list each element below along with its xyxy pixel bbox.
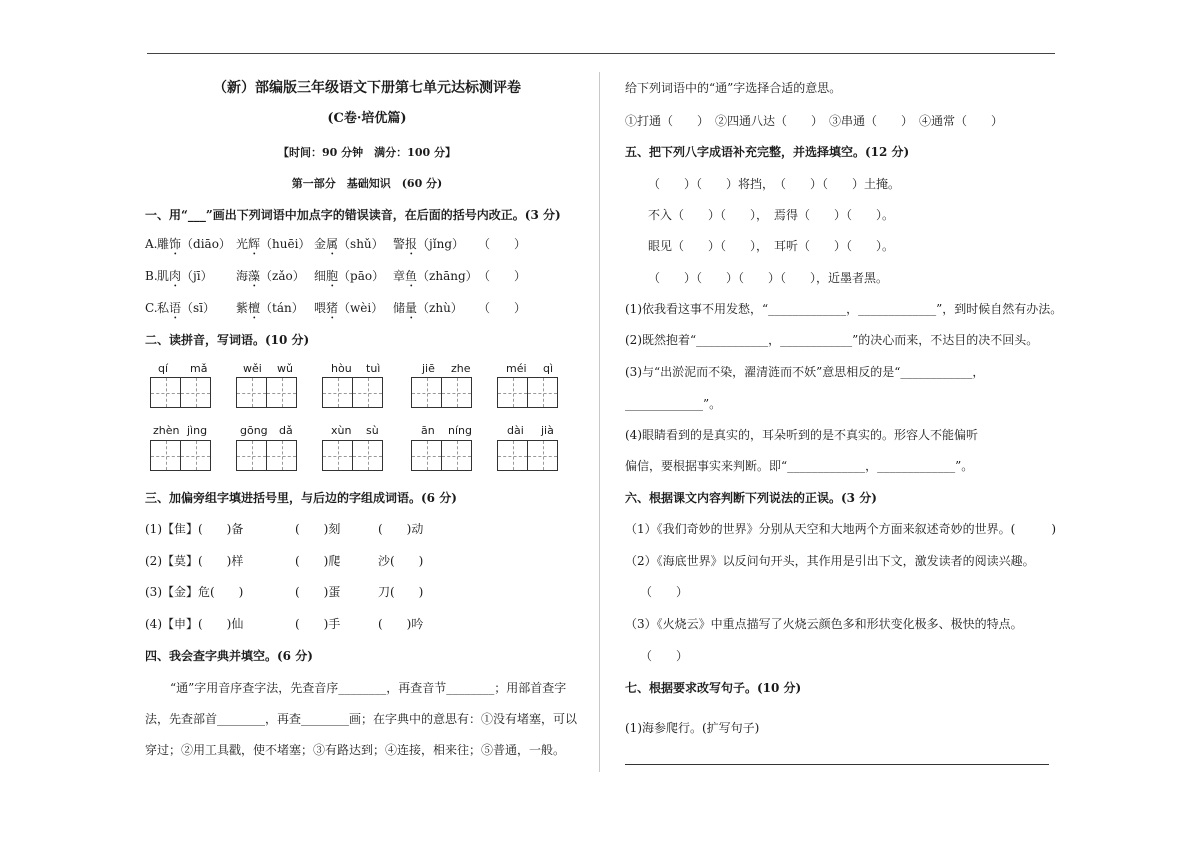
q6-item-2: （2）《海底世界》以反问句开头，其作用是引出下文，激发读者的阅读兴趣。 <box>625 554 1035 568</box>
writing-box[interactable] <box>411 377 472 408</box>
q5-fill-2: (2)既然抱着“____________，____________”的决心而来，不达目的决不回头。 <box>625 333 1039 347</box>
q5-title: 五、把下列八字成语补充完整，并选择填空。(12 分) <box>625 145 910 159</box>
q1-title: 一、用“___”画出下列词语中加点字的错误读音，在后面的括号内改正。(3 分) <box>145 208 561 222</box>
writing-box[interactable] <box>322 377 383 408</box>
q4-line-1: “通”字用音序查字法，先查音序________，再查音节________；用部首查字 <box>170 681 567 695</box>
writing-box[interactable] <box>150 377 211 408</box>
time-score: 【时间：90 分钟 满分：100 分】 <box>278 146 456 159</box>
q3-title: 三、加偏旁组字填进括号里，与后边的字组成词语。(6 分) <box>145 491 457 505</box>
q6-title: 六、根据课文内容判断下列说法的正误。(3 分) <box>625 491 877 505</box>
q6-item-3: （3）《火烧云》中重点描写了火烧云颜色多和形状变化极多、极快的特点。 <box>625 617 1023 631</box>
q4-line-2: 法，先查部首________，再查________画；在字典中的意思有：①没有堵塞，可以 <box>145 712 578 726</box>
q1-answer-a[interactable]: （ ） <box>478 237 527 251</box>
exam-subtitle: (C卷·培优篇) <box>327 111 407 126</box>
column-divider <box>599 72 600 772</box>
answer-line[interactable] <box>625 764 1049 765</box>
q4-line-3: 穿过；②用工具戳，使不堵塞；③有路达到；④连接，相来往；⑤普通，一般。 <box>145 743 566 757</box>
idiom-line: 眼见（ ）（ ）， 耳听（ ）（ ）。 <box>648 239 895 253</box>
q6-answer-2[interactable]: （ ） <box>640 585 689 599</box>
q4-continuation: 给下列词语中的“通”字选择合适的意思。 <box>625 81 842 95</box>
idiom-line: （ ）（ ）将挡， （ ）（ ）土掩。 <box>648 177 901 191</box>
writing-box[interactable] <box>150 440 211 471</box>
idiom-line: 不入（ ）（ ）， 焉得（ ）（ ）。 <box>648 208 895 222</box>
writing-box[interactable] <box>322 440 383 471</box>
writing-box[interactable] <box>236 377 297 408</box>
exam-title: （新）部编版三年级语文下册第七单元达标测评卷 <box>213 80 521 96</box>
writing-box[interactable] <box>497 377 558 408</box>
q5-fill-3: (3)与“出淤泥而不染，濯清涟而不妖”意思相反的是“____________， <box>625 365 985 379</box>
part-one-heading: 第一部分 基础知识 (60 分) <box>291 177 443 190</box>
q4-options: ①打通（ ） ②四通八达（ ） ③串通（ ） ④通常（ ） <box>625 114 1004 128</box>
q5-fill-1: (1)依我看这事不用发愁，“_____________，_____________”，到时候自然有办法。 <box>625 302 1063 316</box>
q2-title: 二、读拼音，写词语。(10 分) <box>145 333 310 347</box>
q4-title: 四、我会查字典并填空。(6 分) <box>145 649 313 663</box>
q5-fill-4: (4)眼睛看到的是真实的，耳朵听到的是不真实的。形容人不能偏听 <box>625 428 979 442</box>
q6-item-1: （1）《我们奇妙的世界》分别从天空和大地两个方面来叙述奇妙的世界。( ) <box>625 522 1057 536</box>
writing-box[interactable] <box>236 440 297 471</box>
q6-answer-3[interactable]: （ ） <box>640 649 689 663</box>
writing-box[interactable] <box>497 440 558 471</box>
top-rule <box>147 53 1055 54</box>
q5-fill-3-cont: _____________”。 <box>625 397 722 411</box>
idiom-line: （ ）（ ）（ ）（ ），近墨者黑。 <box>648 271 889 285</box>
q7-item-1: (1)海参爬行。(扩写句子) <box>625 721 760 735</box>
q1-answer-b[interactable]: （ ） <box>478 269 527 283</box>
q5-fill-4-cont: 偏信，要根据事实来判断。即“_____________，_____________”。 <box>625 459 974 473</box>
writing-box[interactable] <box>411 440 472 471</box>
q7-title: 七、根据要求改写句子。(10 分) <box>625 681 802 695</box>
q1-answer-c[interactable]: （ ） <box>478 301 527 315</box>
